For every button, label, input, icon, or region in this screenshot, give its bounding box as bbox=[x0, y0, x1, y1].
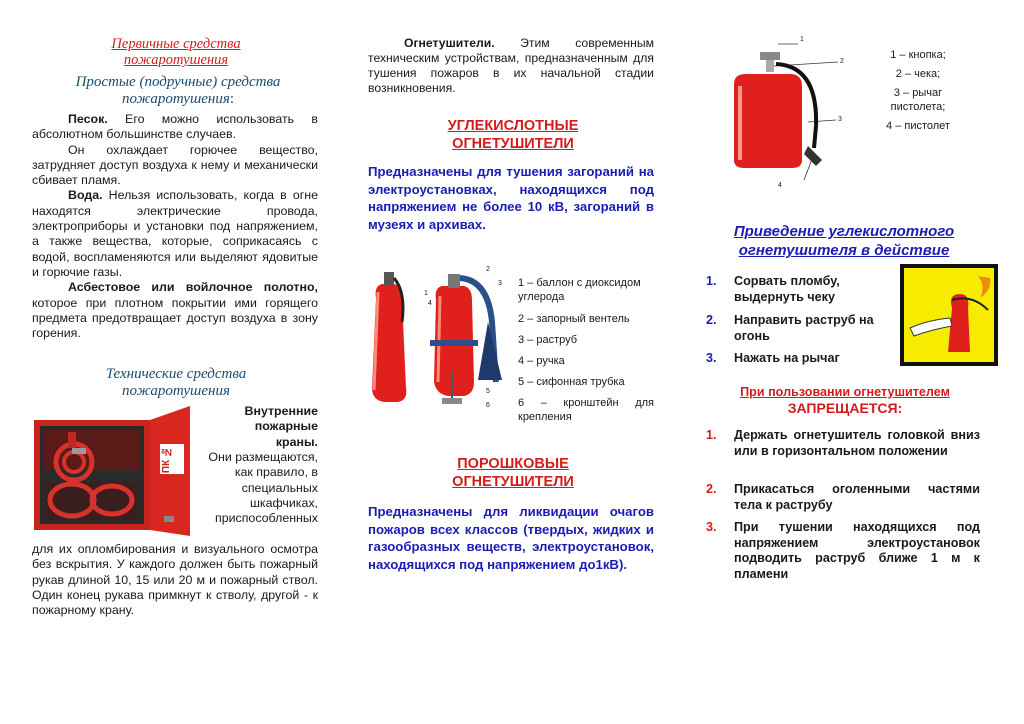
hydrant-text-2: для их опломбирования и визуального осмотра без вскрытия. У каждого должен быть пожарный рукав длиной 10, 15 или 20 м и пожарный ствол. Один конец рукава примкнут к стволу, другой - к пожарному крану. bbox=[32, 542, 318, 618]
forbidden-item-2-text: Прикасаться оголенными частями тела к раструбу bbox=[734, 482, 980, 512]
co2-title-line-1: УГЛЕКИСЛОТНЫЕ bbox=[447, 118, 579, 134]
asbestos-paragraph bbox=[32, 280, 318, 341]
water-label: Вода. bbox=[68, 188, 103, 203]
hydrant-label: Внутренние пожарные краны. bbox=[244, 404, 318, 449]
powder-title-line-2: ОГНЕТУШИТЕЛИ bbox=[452, 474, 574, 490]
column-extinguishers bbox=[368, 0, 656, 724]
activation-step-3 bbox=[706, 351, 896, 369]
powder-title bbox=[408, 455, 618, 491]
forbidden-item-3 bbox=[706, 520, 982, 584]
pistol-legend-1: 1 – кнопка; bbox=[890, 49, 946, 61]
co2-description: Предназначены для тушения загораний на электроустановках, находящихся под напряжением не более 10 кВ, загораний в музеях и архивах. bbox=[368, 164, 654, 232]
activation-title: Приведение углекислотного огнетушителя в действие bbox=[733, 223, 955, 259]
pistol-diagram-number-4: 4 bbox=[778, 182, 782, 189]
powder-title-line-1: ПОРОШКОВЫЕ bbox=[457, 456, 569, 472]
activation-pictogram bbox=[900, 264, 998, 366]
activation-step-1-text: Сорвать пломбу, выдернуть чеку bbox=[734, 274, 840, 304]
co2-pistol-extinguisher-diagram bbox=[718, 36, 858, 192]
pistol-legend bbox=[868, 48, 968, 133]
co2-legend bbox=[518, 276, 654, 424]
column-primary-means bbox=[32, 0, 320, 724]
co2-diagram-number-2: 2 bbox=[486, 266, 490, 273]
asbestos-text: которое при плотном покрытии ими горящего предмета предотвращает доступ воздуха в зону горения. bbox=[32, 295, 318, 341]
co2-diagram-number-1: 1 bbox=[424, 290, 428, 297]
co2-legend-3: 3 – раструб bbox=[518, 334, 578, 346]
activation-step-2-text: Направить раструб на огонь bbox=[734, 313, 874, 343]
pistol-diagram-number-1: 1 bbox=[800, 36, 804, 43]
extinguishers-intro bbox=[368, 36, 654, 96]
powder-description: Предназначены для ликвидации очагов пожаров всех классов (твердых, жидких и газообразных веществ, электроустановок, находящихся под напряжением до1кВ). bbox=[368, 504, 654, 572]
forbidden-item-2 bbox=[706, 482, 982, 516]
primary-means-title: Первичные средства пожаротушения bbox=[111, 36, 241, 68]
extinguishers-intro-text: Этим современным техническим устройствам, предназначенным для тушения пожаров в их начальной стадии возникновения. bbox=[368, 36, 654, 95]
co2-legend-1: 1 – баллон с диоксидом углерода bbox=[518, 277, 641, 303]
co2-legend-6: 6 – кронштейн для крепления bbox=[518, 397, 654, 423]
water-paragraph bbox=[32, 188, 318, 280]
simple-means-text bbox=[32, 112, 318, 341]
sand-paragraph-2: Он охлаждает горючее вещество, затрудняет доступ воздуха к нему и механически сбивает пламя. bbox=[32, 142, 318, 188]
forbidden-item-3-number: 3. bbox=[706, 520, 717, 534]
forbidden-item-1 bbox=[706, 428, 982, 476]
activation-step-1 bbox=[706, 274, 896, 308]
simple-means-title-text: Простые (подручные) средства пожаротушения bbox=[75, 74, 281, 107]
sand-paragraph bbox=[32, 112, 318, 143]
forbidden-title-line-1: При пользовании огнетушителем bbox=[740, 385, 950, 399]
forbidden-item-1-number: 1. bbox=[706, 428, 717, 442]
co2-diagram-number-4: 4 bbox=[428, 300, 432, 307]
pistol-diagram-number-3: 3 bbox=[838, 116, 842, 123]
activation-step-3-number: 3. bbox=[706, 351, 717, 365]
hydrant-text-1: Они размещаются, как правило, в специальных шкафчиках, приспособленных bbox=[208, 450, 318, 526]
forbidden-item-2-number: 2. bbox=[706, 482, 717, 496]
co2-diagram-number-5: 5 bbox=[486, 388, 490, 395]
simple-means-title bbox=[48, 74, 308, 108]
activation-step-2 bbox=[706, 313, 896, 347]
co2-diagram-number-3: 3 bbox=[498, 280, 502, 287]
water-text: Нельзя использовать, когда в огне находятся электрические провода, электроприборы и установки под напряжением, а также вещества, которые, соприкасаясь с водой, воспламеняются или выделяют ядовитые и горючие газы. bbox=[32, 188, 318, 279]
co2-title bbox=[408, 117, 618, 153]
co2-legend-2: 2 – запорный вентель bbox=[518, 313, 630, 325]
sand-label: Песок. bbox=[68, 112, 108, 126]
forbidden-item-1-text: Держать огнетушитель головкой вниз или в горизонтальном положении bbox=[734, 428, 980, 458]
technical-means-title: Технические средства пожаротушения bbox=[105, 366, 247, 399]
co2-diagram-number-6: 6 bbox=[486, 402, 490, 409]
pistol-legend-4: 4 – пистолет bbox=[886, 120, 950, 132]
activation-step-3-text: Нажать на рычаг bbox=[734, 351, 840, 365]
asbestos-label: Асбестовое или войлочное полотно, bbox=[68, 280, 318, 295]
forbidden-item-3-text: При тушении находящихся под напряжением электроустановок подводить раструб ближе 1 м к пламени bbox=[734, 520, 980, 581]
sand-text: Его можно использовать в абсолютном большинстве случаев. bbox=[32, 112, 318, 142]
co2-legend-5: 5 – сифонная трубка bbox=[518, 376, 625, 388]
pistol-legend-2: 2 – чека; bbox=[895, 68, 941, 80]
column-usage bbox=[700, 0, 990, 724]
activation-step-2-number: 2. bbox=[706, 313, 717, 327]
pistol-legend-3: 3 – рычаг пистолета; bbox=[890, 87, 946, 113]
forbidden-title bbox=[700, 385, 990, 417]
co2-legend-4: 4 – ручка bbox=[518, 355, 565, 367]
cabinet-sign-text: ПК № bbox=[161, 446, 172, 474]
simple-means-title-colon: : bbox=[229, 91, 235, 107]
forbidden-title-line-2: ЗАПРЕЩАЕТСЯ: bbox=[787, 400, 903, 416]
activation-step-1-number: 1. bbox=[706, 274, 717, 288]
co2-title-line-2: ОГНЕТУШИТЕЛИ bbox=[452, 136, 574, 152]
extinguishers-intro-label: Огнетушители. bbox=[404, 36, 495, 50]
pistol-diagram-number-2: 2 bbox=[840, 58, 844, 65]
